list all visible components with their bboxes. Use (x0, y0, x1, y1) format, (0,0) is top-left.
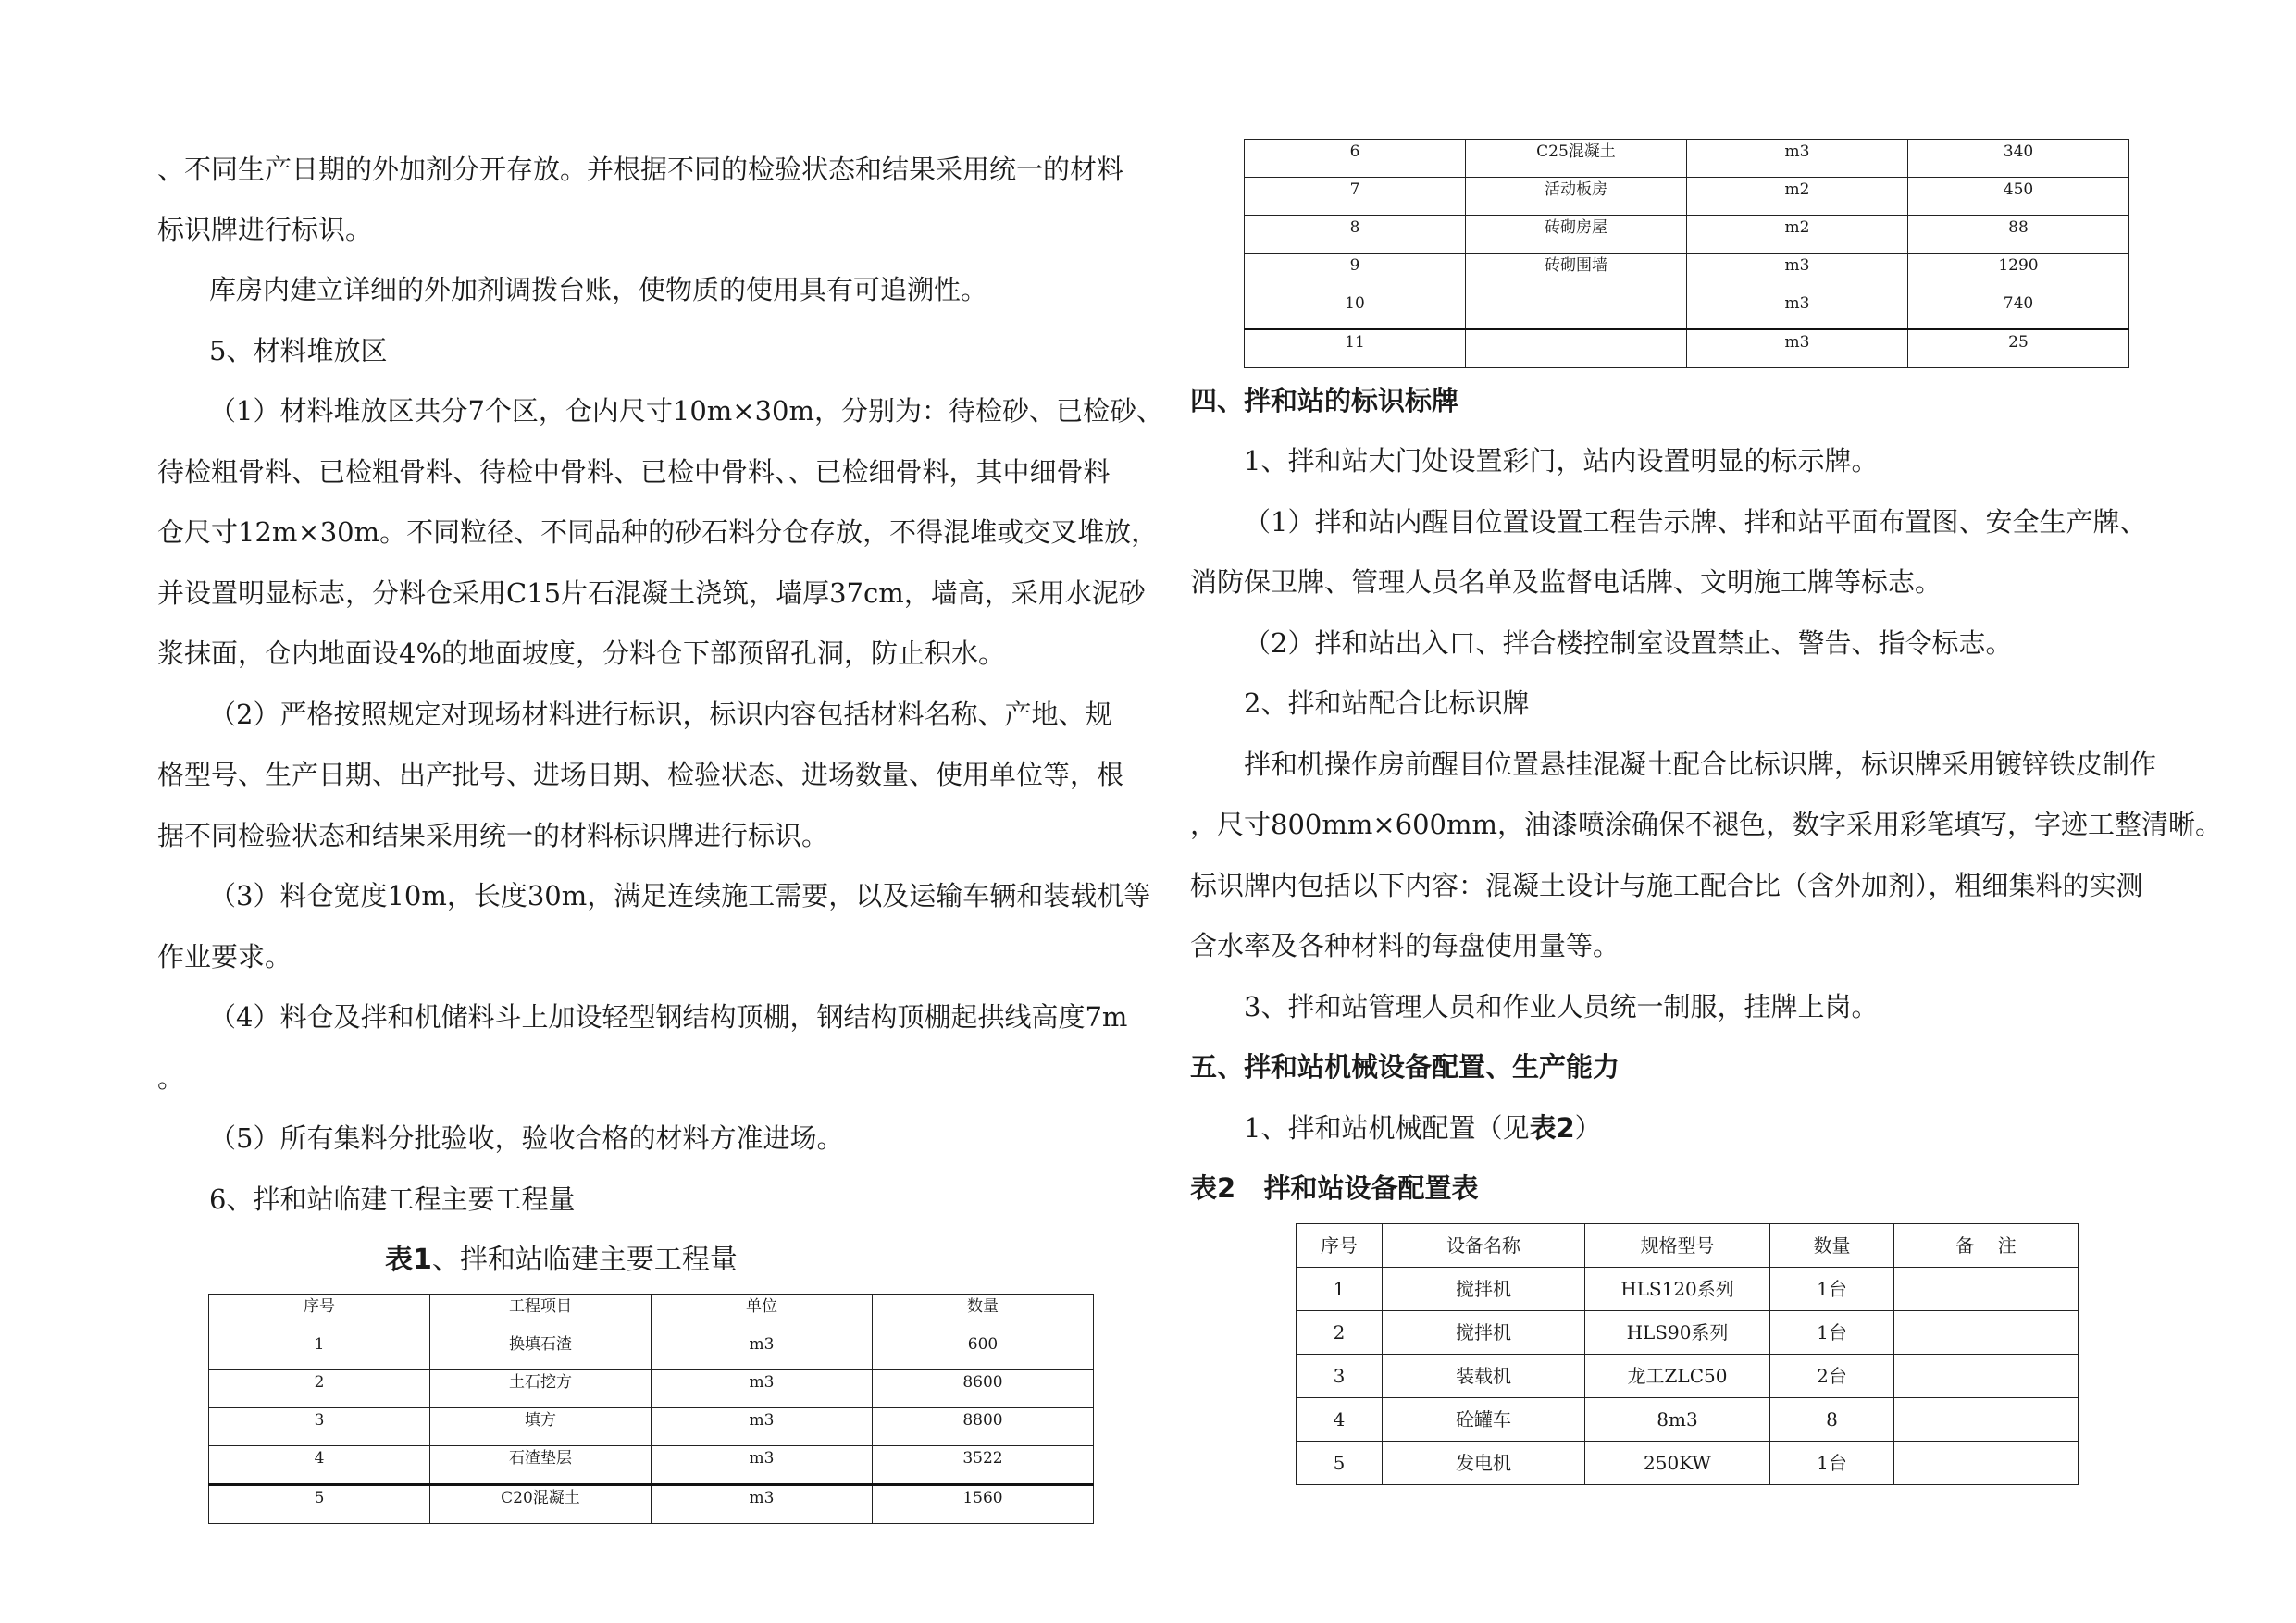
table-row (1297, 1311, 2079, 1355)
table-cell: 龙工ZLC50 (1585, 1355, 1770, 1398)
paragraph-line: 标识牌内包括以下内容：混凝土设计与施工配合比（含外加剂），粗细集料的实测 (1190, 870, 2143, 901)
table-cell: 250KW (1585, 1442, 1770, 1485)
table-cell: 1 (1297, 1268, 1383, 1311)
table-cell: 2台 (1770, 1355, 1894, 1398)
paragraph-line (1244, 1114, 1602, 1142)
text: ） (1574, 1112, 1602, 1144)
table-cell: 砼罐车 (1383, 1398, 1585, 1442)
header-cell: 工程项目 (430, 1295, 652, 1332)
text: 1、拌和站机械配置（见 (1244, 1112, 1530, 1144)
table-cell: m3 (652, 1370, 873, 1408)
paragraph-line: 仓尺寸12m×30m。不同粒径、不同品种的砂石料分仓存放，不得混堆或交叉堆放， (157, 516, 1159, 548)
table-cell: 3 (209, 1408, 430, 1446)
table-cell: 活动板房 (1466, 178, 1687, 216)
table-cell: m3 (652, 1332, 873, 1370)
table2 (1296, 1223, 2079, 1485)
paragraph-line: （3）料仓宽度10m，长度30m，满足连续施工需要，以及运输车辆和装载机等 (209, 880, 1151, 911)
table-cell: 2 (1297, 1311, 1383, 1355)
table-cell: m3 (1687, 140, 1908, 178)
table-row (209, 1370, 1094, 1408)
table-cell: 1290 (1908, 254, 2129, 291)
paragraph-line: 3、拌和站管理人员和作业人员统一制服，挂牌上岗。 (1244, 991, 1879, 1022)
table-ref: 表2 (1529, 1112, 1575, 1144)
table-cell: m3 (1687, 254, 1908, 291)
table1-caption-text: 、拌和站临建主要工程量 (431, 1244, 738, 1276)
paragraph-line: 2、拌和站配合比标识牌 (1244, 688, 1530, 719)
table-cell: 88 (1908, 216, 2129, 254)
section-heading: 5、材料堆放区 (209, 335, 388, 366)
table-row (1297, 1355, 2079, 1398)
table-cell: 搅拌机 (1383, 1268, 1585, 1311)
table-row (1245, 140, 2129, 178)
table-cell: HLS120系列 (1585, 1268, 1770, 1311)
table-cell: 4 (1297, 1398, 1383, 1442)
paragraph-line: 据不同检验状态和结果采用统一的材料标识牌进行标识。 (157, 820, 829, 851)
header-cell: 备 注 (1894, 1224, 2079, 1268)
table-cell: 填方 (430, 1408, 652, 1446)
table-cell: 8 (1770, 1398, 1894, 1442)
paragraph-line: 库房内建立详细的外加剂调拨台账，使物质的使用具有可追溯性。 (209, 274, 988, 305)
table-header-row (209, 1295, 1094, 1332)
table-cell: 600 (873, 1332, 1094, 1370)
table-cell (1894, 1355, 2079, 1398)
table-cell: 340 (1908, 140, 2129, 178)
table-row (1245, 329, 2129, 368)
table-cell: 8600 (873, 1370, 1094, 1408)
table-cell: 砖砌围墙 (1466, 254, 1687, 291)
table-cell: 发电机 (1383, 1442, 1585, 1485)
header-cell: 数量 (1770, 1224, 1894, 1268)
table-cell: 8 (1245, 216, 1466, 254)
table-cell: m3 (652, 1446, 873, 1485)
table-cell (1894, 1442, 2079, 1485)
table-cell: 3522 (873, 1446, 1094, 1485)
table-cell: 砖砌房屋 (1466, 216, 1687, 254)
table-row (1297, 1442, 2079, 1485)
paragraph-line: 。 (157, 1062, 185, 1094)
table-cell (1894, 1311, 2079, 1355)
paragraph-line: 并设置明显标志，分料仓采用C15片石混凝土浇筑，墙厚37cm，墙高，采用水泥砂 (157, 577, 1146, 609)
table-cell: m3 (652, 1485, 873, 1524)
table-cell: 11 (1245, 329, 1466, 368)
table-cell: C20混凝土 (430, 1485, 652, 1524)
table-cell: 9 (1245, 254, 1466, 291)
table-cell: 3 (1297, 1355, 1383, 1398)
table1-caption (385, 1245, 738, 1275)
table-row (1297, 1268, 2079, 1311)
table-cell: 25 (1908, 329, 2129, 368)
table-cell: 5 (1297, 1442, 1383, 1485)
paragraph-line: （2）严格按照规定对现场材料进行标识，标识内容包括材料名称、产地、规 (209, 699, 1112, 730)
table-row (209, 1485, 1094, 1524)
table-cell (1894, 1268, 2079, 1311)
paragraph-line: 消防保卫牌、管理人员名单及监督电话牌、文明施工牌等标志。 (1190, 566, 1942, 598)
paragraph-line: 、不同生产日期的外加剂分开存放。并根据不同的检验状态和结果采用统一的材料 (157, 154, 1124, 185)
table1 (208, 1294, 1094, 1524)
table-cell: 1台 (1770, 1442, 1894, 1485)
table-cell: 8800 (873, 1408, 1094, 1446)
table-cell: 换填石渣 (430, 1332, 652, 1370)
table-cell: m3 (652, 1408, 873, 1446)
table-cell: 装载机 (1383, 1355, 1585, 1398)
header-cell: 序号 (1297, 1224, 1383, 1268)
table-row (1297, 1398, 2079, 1442)
table-cell (1894, 1398, 2079, 1442)
table-cell (1466, 291, 1687, 330)
table-cell: m3 (1687, 291, 1908, 330)
header-cell: 规格型号 (1585, 1224, 1770, 1268)
paragraph-line: 作业要求。 (157, 941, 292, 973)
table-cell: 450 (1908, 178, 2129, 216)
paragraph-line: 浆抹面，仓内地面设4%的地面坡度，分料仓下部预留孔洞，防止积水。 (157, 638, 1006, 669)
table-row (1245, 216, 2129, 254)
table-cell: C25混凝土 (1466, 140, 1687, 178)
table-cell: 1 (209, 1332, 430, 1370)
table-cell: HLS90系列 (1585, 1311, 1770, 1355)
table-cell: 10 (1245, 291, 1466, 330)
table-cell: 5 (209, 1485, 430, 1524)
section-heading: 五、拌和站机械设备配置、生产能力 (1190, 1051, 1620, 1083)
table-cell: 6 (1245, 140, 1466, 178)
paragraph-line: （4）料仓及拌和机储料斗上加设轻型钢结构顶棚，钢结构顶棚起拱线高度7m (209, 1001, 1128, 1033)
paragraph-line: 待检粗骨料、已检粗骨料、待检中骨料、已检中骨料、、已检细骨料，其中细骨料 (157, 456, 1111, 488)
table-row (209, 1446, 1094, 1485)
paragraph-line: （5）所有集料分批验收，验收合格的材料方准进场。 (209, 1122, 844, 1154)
table-cell: m3 (1687, 329, 1908, 368)
table-row (1245, 178, 2129, 216)
table-cell (1466, 329, 1687, 368)
paragraph-line: 格型号、生产日期、出产批号、进场日期、检验状态、进场数量、使用单位等，根 (157, 759, 1124, 790)
paragraph-line: （1）材料堆放区共分7个区，仓内尺寸10m×30m，分别为：待检砂、已检砂、 (209, 395, 1164, 427)
table-row (209, 1332, 1094, 1370)
table1-continued (1244, 139, 2129, 368)
table-row (209, 1408, 1094, 1446)
section-heading: 四、拌和站的标识标牌 (1190, 385, 1459, 416)
paragraph-line: （2）拌和站出入口、拌合楼控制室设置禁止、警告、指令标志。 (1244, 627, 2013, 659)
table-cell: 石渣垫层 (430, 1446, 652, 1485)
table-cell: 8m3 (1585, 1398, 1770, 1442)
table-header-row (1297, 1224, 2079, 1268)
paragraph-line: 含水率及各种材料的每盘使用量等。 (1190, 930, 1620, 961)
paragraph-line: ，尺寸800mm×600mm，油漆喷涂确保不褪色，数字采用彩笔填写，字迹工整清晰。 (1190, 809, 2223, 840)
paragraph-line: 拌和机操作房前醒目位置悬挂混凝土配合比标识牌，标识牌采用镀锌铁皮制作 (1244, 749, 2157, 780)
header-cell: 设备名称 (1383, 1224, 1585, 1268)
header-cell: 序号 (209, 1295, 430, 1332)
table-cell: 1560 (873, 1485, 1094, 1524)
table-cell: 1台 (1770, 1268, 1894, 1311)
paragraph-line: 标识牌进行标识。 (157, 214, 373, 245)
table-cell: 2 (209, 1370, 430, 1408)
table-cell: m2 (1687, 216, 1908, 254)
table-cell: 搅拌机 (1383, 1311, 1585, 1355)
table-cell: 7 (1245, 178, 1466, 216)
paragraph-line: 1、拌和站大门处设置彩门，站内设置明显的标示牌。 (1244, 445, 1879, 477)
table-row (1245, 254, 2129, 291)
table-cell: 4 (209, 1446, 430, 1485)
table2-caption: 表2 拌和站设备配置表 (1190, 1172, 1479, 1204)
table-row (1245, 291, 2129, 330)
header-cell: 单位 (652, 1295, 873, 1332)
table-cell: m2 (1687, 178, 1908, 216)
table-cell: 1台 (1770, 1311, 1894, 1355)
table1-caption-label: 表1 (385, 1244, 432, 1276)
header-cell: 数量 (873, 1295, 1094, 1332)
section-heading: 6、拌和站临建工程主要工程量 (209, 1183, 576, 1215)
table-cell: 740 (1908, 291, 2129, 330)
table-cell: 土石挖方 (430, 1370, 652, 1408)
paragraph-line: （1）拌和站内醒目位置设置工程告示牌、拌和站平面布置图、安全生产牌、 (1244, 506, 2147, 538)
